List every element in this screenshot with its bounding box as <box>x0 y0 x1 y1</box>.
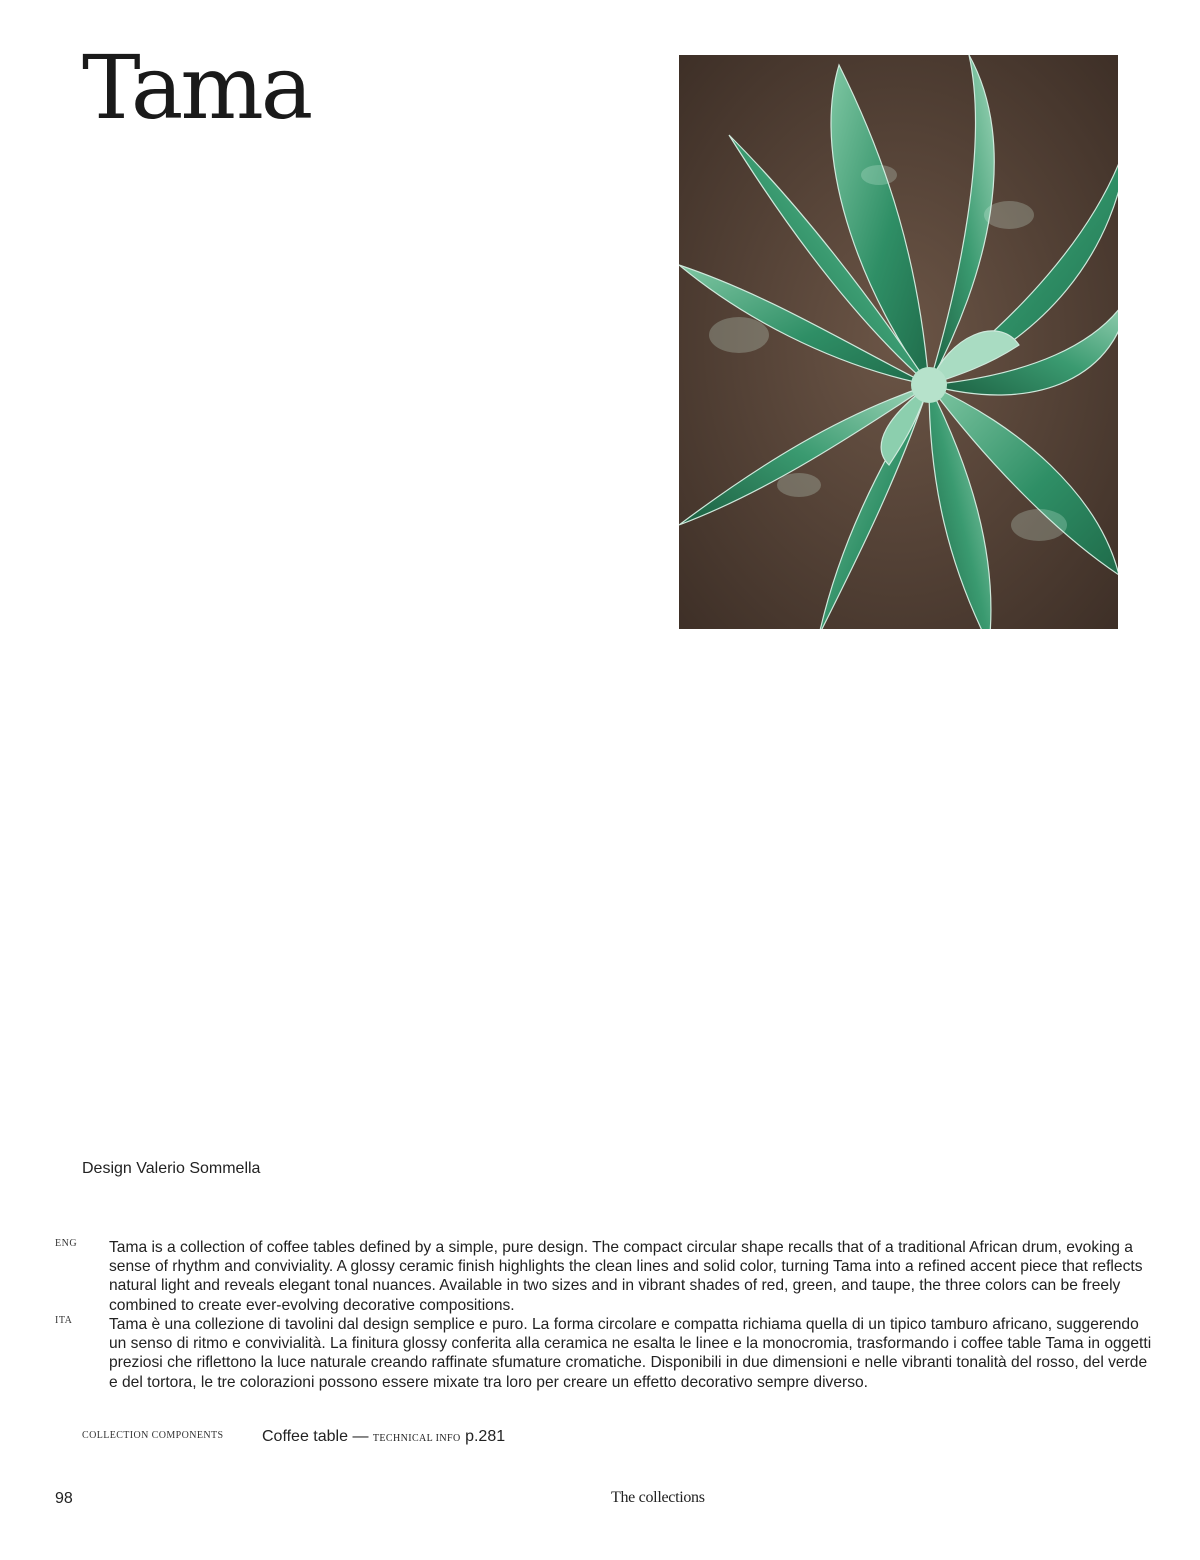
language-label-ita: ITA <box>55 1315 73 1326</box>
page-number: 98 <box>55 1490 73 1507</box>
agave-plant-photo <box>679 55 1118 629</box>
technical-info-page-link[interactable]: p.281 <box>465 1428 506 1445</box>
collection-components-label: COLLECTION COMPONENTS <box>82 1430 224 1441</box>
section-name: The collections <box>611 1489 705 1506</box>
technical-info-label: TECHNICAL INFO <box>372 1433 461 1444</box>
component-item: Coffee table — <box>262 1428 369 1445</box>
collection-components-line <box>262 1428 505 1446</box>
description-english: Tama is a collection of coffee tables defined by a simple, pure design. The compact circular shape recalls that of a traditional African drum, evoking a sense of rhythm and conviviality. A glossy ceramic finish highlights the clean lines and solid color, turning Tama into a refined accent piece that reflects natural light and reveals elegant tonal nuances. Available in two sizes and in vibrant shades of red, green, and taupe, the three colors can be freely combined to create ever-evolving decorative compositions. <box>109 1239 1143 1314</box>
agave-illustration <box>679 55 1118 629</box>
page-title: Tama <box>82 36 311 139</box>
description-italian: Tama è una collezione di tavolini dal design semplice e puro. La forma circolare e compatta richiama quella di un tipico tamburo africano, suggerendo un senso di ritmo e convivialità. La finitura glossy conferita alla ceramica ne esalta le linee e la monocromia, trasformando i coffee table Tama in oggetti preziosi che riflettono la luce naturale creando raffinate sfumature cromatiche. Disponibili in due dimensioni e nelle vibranti tonalità del rosso, del verde e del tortora, le tre colorazioni possono essere mixate tra loro per creare un effetto decorativo sempre diverso. <box>109 1316 1152 1391</box>
language-label-eng: ENG <box>55 1238 78 1249</box>
designer-credit: Design Valerio Sommella <box>82 1160 261 1177</box>
